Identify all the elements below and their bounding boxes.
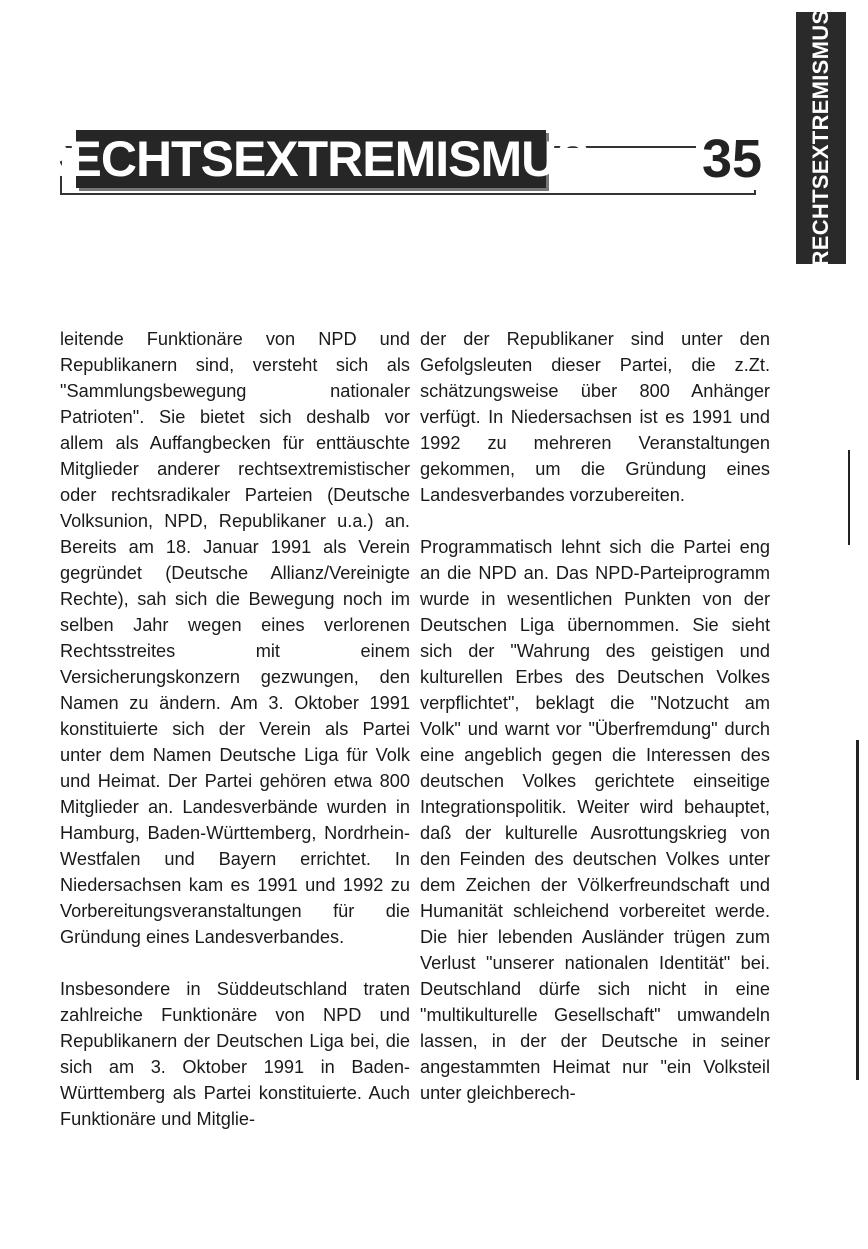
paragraph: leitende Funktionäre von NPD und Republikanern sind, versteht sich als "Sammlungsbewegung nationaler Patrioten". Sie bietet sich deshalb vor allem als Auffangbecken für enttäuschte Mitglieder anderer rechtsextremistischer oder rechtsradikaler Parteien (Deutsche Volksunion, NPD, Republikaner u.a.) an. Bereits am 18. Januar 1991 als Verein gegründet (Deutsche Allianz/Vereinigte Rechte), sah sich die Bewegung noch im selben Jahr wegen eines verlorenen Rechtsstreites mit einem Versicherungskonzern gezwungen, den Namen zu ändern. Am 3. Oktober 1991 konstituierte sich der Verein als Partei unter dem Namen Deutsche Liga für Volk und Heimat. Der Partei gehören etwa 800 Mitglieder an. Landesverbände wurden in Hamburg, Baden-Württemberg, Nordrhein-Westfalen und Bayern errichtet. In Niedersachsen kam es 1991 und 1992 zu Vorbereitungsveranstaltungen für die Gründung eines Landesverbandes.	[60, 329, 410, 947]
side-tab	[796, 9, 846, 267]
text-column-right	[420, 326, 770, 1132]
paragraph: Insbesondere in Süddeutschland traten zahlreiche Funktionäre von NPD und Republikanern der Deutschen Liga bei, die sich am 3. Oktober 1991 in Baden-Württemberg als Partei konstituierte. Auch Funktionäre und Mitglie-	[60, 979, 410, 1129]
margin-marker	[856, 740, 859, 1080]
page-number: 35	[696, 128, 768, 190]
text-column-left	[60, 326, 410, 1158]
chapter-title: RECHTSEXTREMISMUS	[33, 131, 589, 187]
paragraph: Programmatisch lehnt sich die Partei eng an die NPD an. Das NPD-Parteiprogramm wurde in wesentlichen Punkten von der Deutschen Liga übernommen. Sie sieht sich der "Wahrung des geistigen und kulturellen Erbes des Deutschen Volkes verpflichtet", beklagt die "Notzucht am Volk" und warnt vor "Überfremdung" durch eine angeblich gegen die Interessen des deutschen Volkes gerichtete einseitige Integrationspolitik. Weiter wird behauptet, daß der kulturelle Ausrottungskrieg von den Feinden des deutschen Volkes unter dem Zeichen der Völkerfreundschaft und Humanität schleichend vorbereitet werde. Die hier lebenden Ausländer trügen zum Verlust "unserer nationalen Identität" bei. Deutschland dürfe sich nicht in eine "multikulturelle Gesellschaft" umwandeln lassen, in der der Deutsche in seiner angestammten Heimat nur "ein Volksteil unter gleichberech-	[420, 537, 770, 1103]
header-rule-bottom	[60, 193, 756, 195]
chapter-header	[33, 129, 763, 198]
margin-marker	[848, 450, 850, 545]
side-tab-label: RECHTSEXTREMISMUS	[808, 9, 833, 267]
paragraph: der der Republikaner sind unter den Gefolgsleuten dieser Partei, die z.Zt. schätzungsweise über 800 Anhänger verfügt. In Niedersachsen ist es 1991 und 1992 zu mehreren Veranstaltungen gekommen, um die Gründung eines Landesverbandes vorzubereiten.	[420, 329, 770, 505]
